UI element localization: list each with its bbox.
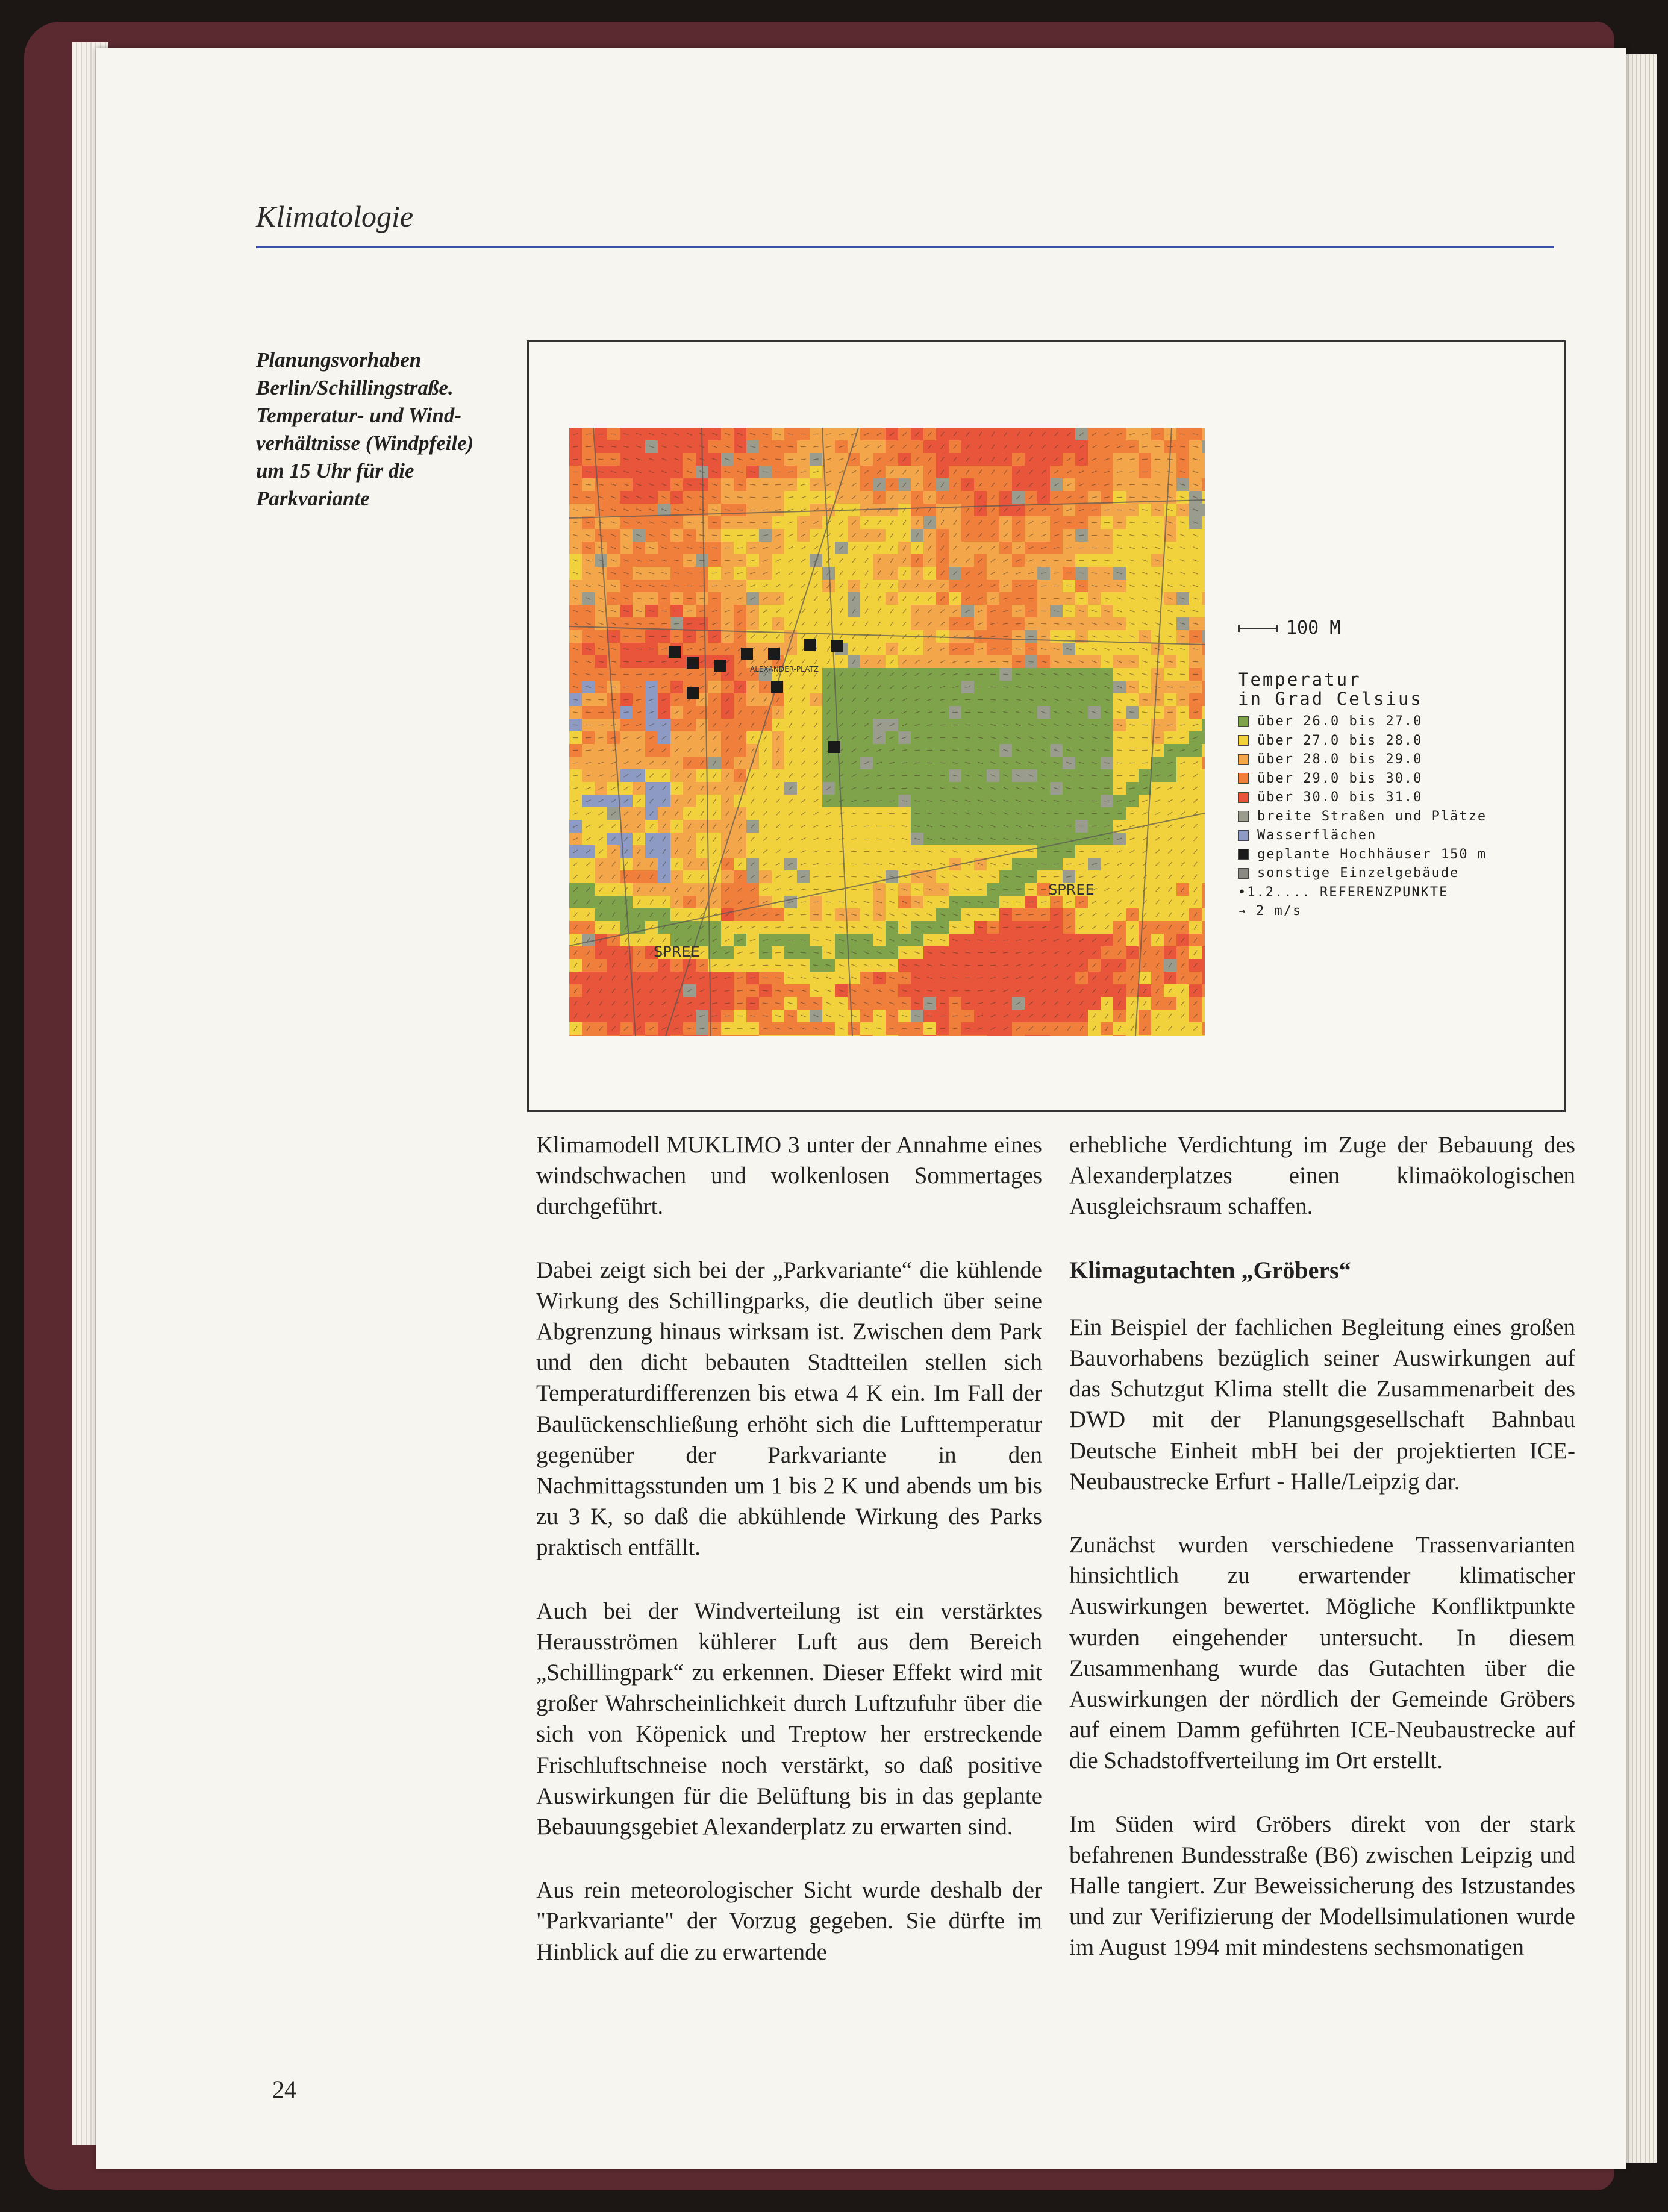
temperature-cell xyxy=(1202,845,1205,858)
wind-arrow xyxy=(826,876,831,877)
temperature-cell xyxy=(1012,1035,1025,1036)
wind-arrow xyxy=(1193,661,1198,662)
temperature-cell xyxy=(784,1035,798,1036)
temperature-cell xyxy=(835,1035,848,1036)
temperature-cell xyxy=(1202,959,1205,972)
temperature-cell xyxy=(1202,466,1205,479)
temperature-cell xyxy=(1202,858,1205,871)
temperature-cell xyxy=(582,1035,595,1036)
wind-arrow xyxy=(1117,522,1122,523)
temperature-cell xyxy=(1202,934,1205,947)
temperature-cell xyxy=(1101,1035,1114,1036)
temperature-cell xyxy=(1037,1035,1051,1036)
temperature-cell xyxy=(595,1035,608,1036)
caption-line: Temperatur- und Wind- xyxy=(256,404,462,427)
figure-caption xyxy=(256,346,503,513)
wind-arrow xyxy=(1016,623,1021,624)
temperature-cell xyxy=(1202,542,1205,555)
temperature-cell xyxy=(1202,516,1205,530)
temperature-cell xyxy=(1202,630,1205,643)
wind-arrow xyxy=(1003,674,1008,675)
temperature-cell xyxy=(860,1035,873,1036)
wind-arrow xyxy=(1092,522,1097,523)
wind-arrow xyxy=(801,914,806,915)
temperature-cell xyxy=(1202,972,1205,985)
temperature-cell xyxy=(1113,1035,1126,1036)
temperature-cell xyxy=(961,1035,975,1036)
temperature-cell xyxy=(1202,554,1205,567)
wind-arrow xyxy=(1117,788,1122,789)
temperature-cell xyxy=(696,1035,709,1036)
wind-arrow xyxy=(636,674,642,675)
temperature-cell xyxy=(1202,820,1205,833)
temperature-cell xyxy=(1202,908,1205,922)
temperature-cell xyxy=(1202,870,1205,884)
temperature-cell xyxy=(1202,428,1205,441)
wind-arrow xyxy=(1155,737,1160,738)
caption-line: Parkvariante xyxy=(256,487,370,510)
temperature-cell xyxy=(670,1035,684,1036)
temperature-cell xyxy=(936,1035,949,1036)
wind-arrow xyxy=(914,1028,920,1029)
wind-arrow xyxy=(573,484,578,485)
temperature-cell xyxy=(999,1035,1013,1036)
wind-arrow xyxy=(763,965,768,966)
wind-arrow xyxy=(674,623,679,624)
temperature-cell xyxy=(1151,1035,1164,1036)
temperature-cell xyxy=(974,1035,987,1036)
wind-arrow xyxy=(851,876,857,877)
temperature-cell xyxy=(1050,1035,1063,1036)
wind-arrow xyxy=(902,775,907,776)
wind-arrow xyxy=(876,813,882,814)
temperature-cell xyxy=(1202,883,1205,896)
wind-arrow xyxy=(1041,623,1046,624)
wind-arrow xyxy=(763,990,768,991)
temperature-cell xyxy=(721,1035,734,1036)
wind-arrow xyxy=(927,775,932,776)
temperature-cell xyxy=(1063,1035,1076,1036)
temperature-cell xyxy=(1176,1035,1190,1036)
temperature-cell xyxy=(1202,997,1205,1010)
temperature-cell xyxy=(1202,655,1205,669)
wind-arrow xyxy=(586,712,591,713)
wind-arrow xyxy=(914,788,920,789)
temperature-cell xyxy=(1202,504,1205,517)
temperature-cell xyxy=(1202,592,1205,605)
temperature-cell xyxy=(1202,567,1205,580)
temperature-cell xyxy=(848,1035,861,1036)
header-rule xyxy=(256,246,1554,248)
wind-arrow xyxy=(1142,459,1148,460)
wind-arrow xyxy=(1104,775,1110,776)
temperature-cell xyxy=(1202,706,1205,719)
temperature-cell xyxy=(923,1035,937,1036)
wind-arrow xyxy=(712,1028,717,1029)
temperature-cell xyxy=(1202,833,1205,846)
temperature-cell xyxy=(683,1035,696,1036)
temperature-cell xyxy=(1202,896,1205,909)
wind-arrow xyxy=(674,598,679,599)
temperature-cell xyxy=(1189,1035,1202,1036)
wind-arrow xyxy=(990,661,996,662)
temperature-wind-map xyxy=(569,428,1205,1036)
temperature-cell xyxy=(1202,984,1205,998)
wind-arrow xyxy=(965,965,970,966)
temperature-cell xyxy=(1202,1010,1205,1023)
wind-arrow xyxy=(952,737,958,738)
temperature-cell xyxy=(1164,1035,1177,1036)
temperature-cell xyxy=(759,1035,772,1036)
temperature-cell xyxy=(569,1035,583,1036)
wind-arrow xyxy=(965,990,970,991)
temperature-cell xyxy=(1088,1035,1101,1036)
temperature-cell xyxy=(1202,605,1205,618)
wind-arrow xyxy=(788,927,793,928)
temperature-cell xyxy=(1202,731,1205,745)
temperature-cell xyxy=(1202,478,1205,492)
temperature-cell xyxy=(1025,1035,1038,1036)
temperature-cell xyxy=(1202,757,1205,770)
wind-arrow xyxy=(775,459,781,460)
wind-arrow xyxy=(1003,914,1008,915)
temperature-cell xyxy=(949,1035,962,1036)
caption-line: um 15 Uhr für die xyxy=(256,459,414,483)
temperature-cell xyxy=(1202,529,1205,542)
temperature-cell xyxy=(1202,440,1205,454)
temperature-cell xyxy=(1202,668,1205,681)
temperature-cell xyxy=(645,1035,658,1036)
wind-arrow xyxy=(990,927,996,928)
wind-arrow xyxy=(1104,535,1110,536)
temperature-cell xyxy=(1202,693,1205,707)
wind-arrow xyxy=(1155,712,1160,713)
wind-arrow xyxy=(737,1028,743,1029)
temperature-cell xyxy=(1202,795,1205,808)
wind-arrow xyxy=(573,459,578,460)
wind-arrow xyxy=(1028,876,1034,877)
wind-arrow xyxy=(1041,889,1046,890)
temperature-cell xyxy=(987,1035,1000,1036)
temperature-cell xyxy=(620,1035,633,1036)
temperature-cell xyxy=(1202,769,1205,783)
wind-arrow xyxy=(623,661,629,662)
wind-arrow xyxy=(598,699,604,700)
temperature-cell xyxy=(633,1035,646,1036)
wind-arrow xyxy=(1079,813,1084,814)
wind-arrow xyxy=(1129,775,1135,776)
temperature-cell xyxy=(1126,1035,1139,1036)
temperature-cell xyxy=(1202,681,1205,694)
running-header: Klimatologie xyxy=(256,199,414,233)
caption-line: Planungsvorhaben xyxy=(256,348,422,372)
wind-arrow xyxy=(1016,927,1021,928)
temperature-cell xyxy=(898,1035,911,1036)
wind-arrow xyxy=(978,674,983,675)
wind-arrow xyxy=(1142,484,1148,485)
wind-arrow xyxy=(750,497,755,498)
temperature-cell xyxy=(1202,617,1205,631)
temperature-cell xyxy=(1139,1035,1152,1036)
temperature-cell xyxy=(1202,1022,1205,1036)
temperature-cell xyxy=(1202,946,1205,960)
temperature-cell xyxy=(822,1035,836,1036)
temperature-cell xyxy=(1202,921,1205,934)
temperature-cell xyxy=(734,1035,747,1036)
temperature-cell xyxy=(1202,491,1205,504)
temperature-cell xyxy=(810,1035,823,1036)
wind-arrow xyxy=(940,1028,945,1029)
temperature-cell xyxy=(658,1035,671,1036)
caption-line: verhältnisse (Windpfeile) xyxy=(256,431,474,455)
temperature-cell xyxy=(886,1035,899,1036)
temperature-cell xyxy=(1202,453,1205,466)
temperature-cell xyxy=(1202,1035,1205,1036)
caption-line: Berlin/Schillingstraße. xyxy=(256,376,454,399)
temperature-cell xyxy=(772,1035,785,1036)
temperature-cell xyxy=(797,1035,810,1036)
temperature-cell xyxy=(1075,1035,1089,1036)
wind-arrow xyxy=(788,446,793,447)
temperature-cell xyxy=(1202,744,1205,757)
wind-arrow xyxy=(1028,636,1034,637)
temperature-cell xyxy=(607,1035,620,1036)
temperature-cell xyxy=(1202,719,1205,732)
wind-arrow xyxy=(1066,560,1072,561)
temperature-cell xyxy=(911,1035,924,1036)
temperature-cell xyxy=(873,1035,886,1036)
temperature-cell xyxy=(1202,782,1205,795)
wind-arrow xyxy=(813,927,819,928)
wind-arrow xyxy=(1054,876,1059,877)
temperature-cell xyxy=(746,1035,760,1036)
wind-arrow xyxy=(952,712,958,713)
wind-arrow xyxy=(750,522,755,523)
wind-arrow xyxy=(1180,674,1185,675)
temperature-cell xyxy=(1202,580,1205,593)
